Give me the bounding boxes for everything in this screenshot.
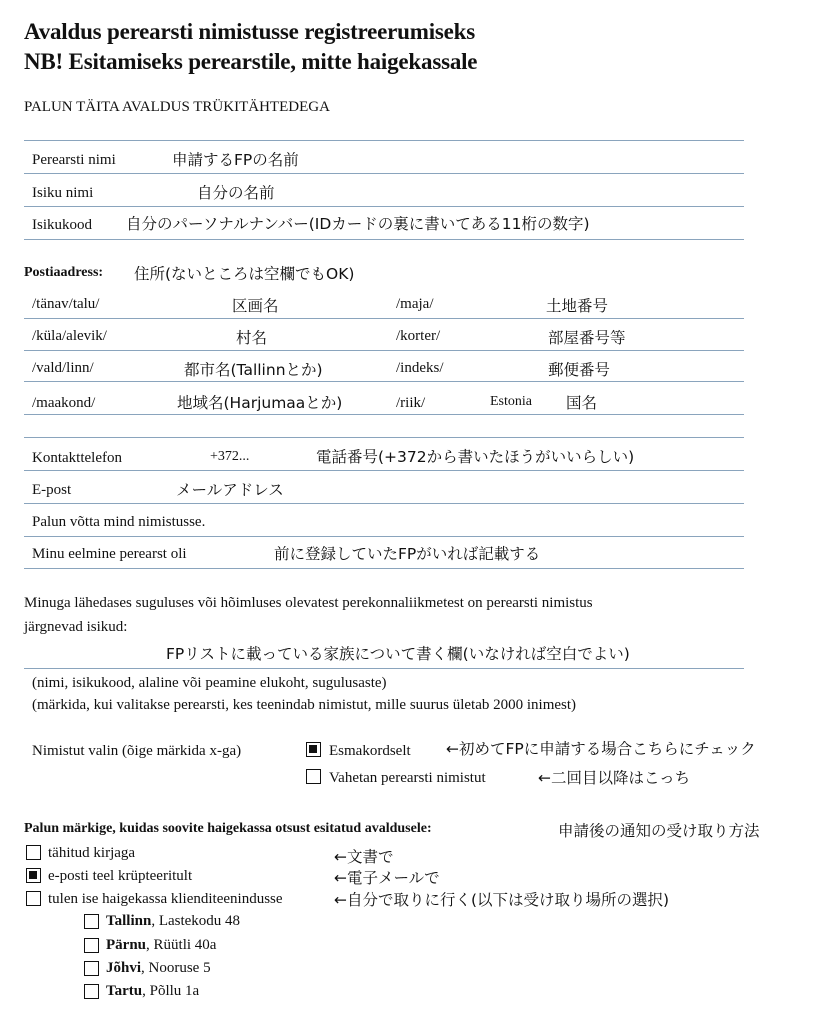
tahitud-kirjaga-note: ←文書で (334, 848, 394, 866)
tahitud-kirjaga-label: tähitud kirjaga (48, 845, 136, 861)
isikukood-label: Isikukood (32, 217, 92, 233)
epost-note[interactable]: メールアドレス (176, 481, 284, 499)
office-tallinn-label: Tallinn, Lastekodu 48 (106, 913, 241, 929)
esmakordselt-checkbox[interactable] (306, 742, 321, 757)
divider (24, 437, 744, 438)
divider (24, 414, 744, 415)
form-title-line2: NB! Esitamiseks perearstile, mitte haigekassale (24, 49, 478, 74)
office-tallinn-checkbox[interactable] (84, 914, 99, 929)
korter-label: /korter/ (396, 328, 441, 344)
tahitud-kirjaga-checkbox[interactable] (26, 845, 41, 860)
telefon-label: Kontakttelefon (32, 450, 122, 466)
indeks-label: /indeks/ (396, 360, 444, 376)
korter-note[interactable]: 部屋番号等 (548, 329, 626, 347)
riik-note: 国名 (566, 394, 598, 412)
vald-note[interactable]: 都市名(Tallinnとか) (184, 361, 323, 379)
divider (24, 503, 744, 504)
family-hint2: (märkida, kui valitakse perearsti, kes teenindab nimistut, mille suurus ületab 2000 inimest) (32, 697, 577, 713)
office-johvi-checkbox[interactable] (84, 961, 99, 976)
isiku-nimi-note[interactable]: 自分の名前 (197, 184, 275, 202)
family-note[interactable]: FPリストに載っている家族について書く欄(いなければ空白でよい) (166, 645, 630, 663)
indeks-note[interactable]: 郵便番号 (548, 361, 611, 379)
delivery-heading-note: 申請後の通知の受け取り方法 (558, 822, 760, 840)
eelmine-note[interactable]: 前に登録していたFPがいれば記載する (274, 545, 541, 563)
delivery-heading: Palun märkige, kuidas soovite haigekassa otsust esitatud avaldusele: (24, 821, 432, 836)
postiaadress-heading: Postiaadress: (24, 265, 104, 280)
divider (24, 536, 744, 537)
postiaadress-note: 住所(ないところは空欄でもOK) (134, 265, 355, 283)
riik-label: /riik/ (396, 395, 426, 411)
telefon-note: 電話番号(+372から書いたほうがいいらしい) (316, 448, 635, 466)
esmakordselt-note: ←初めてFPに申請する場合こちらにチェック (446, 740, 756, 758)
perearsti-nimi-note[interactable]: 申請するFPの名前 (172, 151, 299, 169)
tanav-label: /tänav/talu/ (32, 296, 100, 312)
divider (24, 173, 744, 174)
kula-note[interactable]: 村名 (236, 329, 268, 347)
epost-label: E-post (32, 482, 72, 498)
divider (24, 350, 744, 351)
form-title-line1: Avaldus perearsti nimistusse registreerumiseks (24, 19, 475, 44)
maja-note[interactable]: 土地番号 (546, 297, 609, 315)
family-hint1: (nimi, isikukood, alaline või peamine elukoht, sugulusaste) (32, 675, 387, 691)
vahetan-label: Vahetan perearsti nimistut (329, 770, 486, 786)
divider (24, 381, 744, 382)
choice-label: Nimistut valin (õige märkida x-ga) (32, 743, 242, 759)
maja-label: /maja/ (396, 296, 434, 312)
divider (24, 206, 744, 207)
office-tartu-label: Tartu, Põllu 1a (106, 983, 200, 999)
divider (24, 140, 744, 141)
e-posti-checkbox[interactable] (26, 868, 41, 883)
kula-label: /küla/alevik/ (32, 328, 107, 344)
divider (24, 568, 744, 569)
office-tartu-checkbox[interactable] (84, 984, 99, 999)
telefon-value[interactable]: +372... (210, 449, 250, 464)
office-parnu-checkbox[interactable] (84, 938, 99, 953)
tanav-note[interactable]: 区画名 (232, 297, 279, 315)
tulen-ise-note: ←自分で取りに行く(以下は受け取り場所の選択) (334, 891, 670, 909)
esmakordselt-label: Esmakordselt (329, 743, 411, 759)
instruction-text: PALUN TÄITA AVALDUS TRÜKITÄHTEDEGA (24, 99, 330, 115)
tulen-ise-checkbox[interactable] (26, 891, 41, 906)
e-posti-label: e-posti teel krüpteeritult (48, 868, 193, 884)
request-text: Palun võtta mind nimistusse. (32, 514, 206, 530)
eelmine-label: Minu eelmine perearst oli (32, 546, 187, 562)
maakond-note[interactable]: 地域名(Harjumaaとか) (177, 394, 343, 412)
tulen-ise-label: tulen ise haigekassa klienditeenindusse (48, 891, 283, 907)
isiku-nimi-label: Isiku nimi (32, 185, 94, 201)
vahetan-note: ←二回目以降はこっち (538, 769, 691, 787)
vald-label: /vald/linn/ (32, 360, 94, 376)
divider (24, 470, 744, 471)
isikukood-note[interactable]: 自分のパーソナルナンバー(IDカードの裏に書いてある11桁の数字) (126, 215, 590, 233)
riik-value[interactable]: Estonia (490, 394, 532, 409)
family-text-line2: järgnevad isikud: (24, 619, 128, 635)
divider (24, 668, 744, 669)
office-parnu-label: Pärnu, Rüütli 40a (106, 937, 217, 953)
vahetan-checkbox[interactable] (306, 769, 321, 784)
office-johvi-label: Jõhvi, Nooruse 5 (106, 960, 211, 976)
family-text-line1: Minuga lähedases suguluses või hõimluses olevatest perekonnaliikmetest on perearsti nimistus (24, 595, 593, 611)
divider (24, 318, 744, 319)
perearsti-nimi-label: Perearsti nimi (32, 152, 116, 168)
divider (24, 239, 744, 240)
maakond-label: /maakond/ (32, 395, 96, 411)
e-posti-note: ←電子メールで (334, 869, 440, 887)
